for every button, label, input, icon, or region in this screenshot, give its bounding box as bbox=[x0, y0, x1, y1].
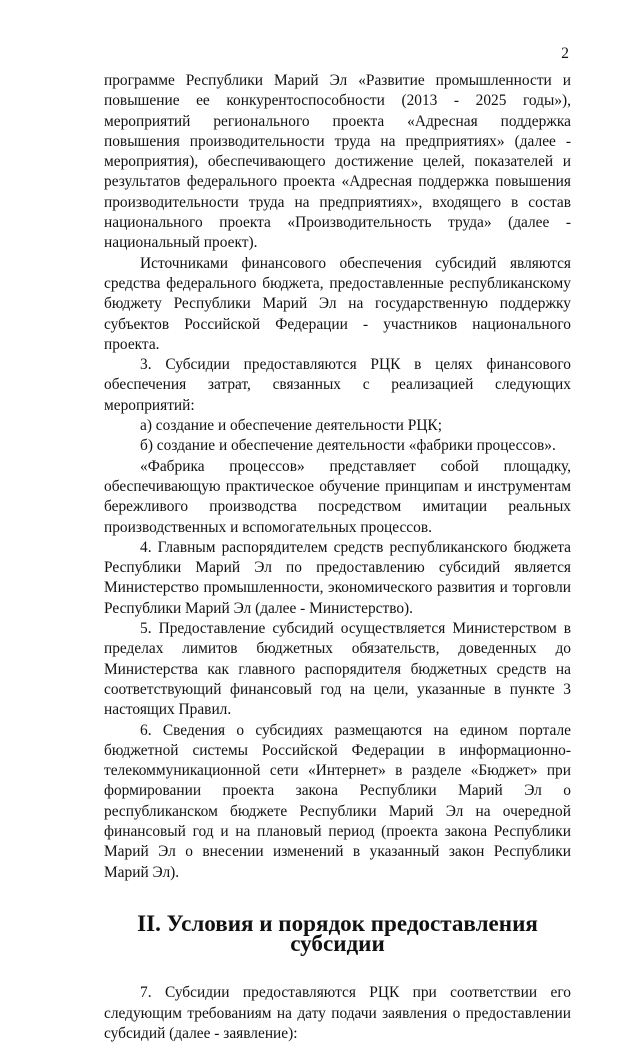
paragraph-item-6: 6. Сведения о субсидиях размещаются на едином портале бюджетной системы Российской Федерации в информационно-телекоммуникационной сети «Интернет» в разделе «Бюджет» при формировании проекта закона Республики Марий Эл о республиканском бюджете Республики Марий Эл на очередной финансовый год и на плановый период (проекта закона Республики Марий Эл о внесении изменений в указанный закон Республики Марий Эл). bbox=[104, 721, 571, 881]
paragraph-item-5: 5. Предоставление субсидий осуществляется Министерством в пределах лимитов бюджетных обязательств, доведенных до Министерства как главного распорядителя бюджетных средств на соответствующий финансовый год на цели, указанные в пункте 3 настоящих Правил. bbox=[104, 620, 571, 719]
paragraph-continuation: программе Республики Марий Эл «Развитие промышленности и повышение ее конкурентоспособности (2013 - 2025 годы»), мероприятий регионального проекта «Адресная поддержка повышения производительности труда на предприятиях» (далее - мероприятия), обеспечивающего достижение целей, показателей и результатов федерального проекта «Адресная поддержка повышения производительности труда на предприятиях», входящего в состав национального проекта «Производительность труда» (далее - национальный проект). bbox=[104, 72, 571, 252]
paragraph-funding-sources: Источниками финансового обеспечения субсидий являются средства федерального бюджета, предоставленные республиканскому бюджету Республики Марий Эл на государственную поддержку субъектов Российской Федерации - участников национального проекта. bbox=[104, 254, 571, 353]
paragraph-item-7: 7. Субсидии предоставляются РЦК при соответствии его следующим требованиям на дату подачи заявления о предоставлении субсидий (далее - заявление): bbox=[104, 984, 571, 1043]
page-number: 2 bbox=[561, 45, 569, 62]
paragraph-item-3: 3. Субсидии предоставляются РЦК в целях финансового обеспечения затрат, связанных с реализацией следующих мероприятий: bbox=[104, 356, 571, 414]
paragraph-item-3a: а) создание и обеспечение деятельности РЦК; bbox=[140, 417, 442, 435]
paragraph-process-factory: «Фабрика процессов» представляет собой площадку, обеспечивающую практическое обучение принципам и инструментам бережливого производства посредством имитации реальных производственных и вспомогательных процессов. bbox=[104, 457, 571, 536]
document-body bbox=[104, 71, 571, 1044]
paragraph-item-3b: б) создание и обеспечение деятельности «фабрики процессов». bbox=[140, 437, 556, 455]
section-heading: II. Условия и порядок предоставления субсидии bbox=[137, 909, 538, 957]
paragraph-item-4: 4. Главным распорядителем средств республиканского бюджета Республики Марий Эл по предоставлению субсидий является Министерство промышленности, экономического развития и торговли Республики Марий Эл (далее - Министерство). bbox=[104, 538, 571, 617]
